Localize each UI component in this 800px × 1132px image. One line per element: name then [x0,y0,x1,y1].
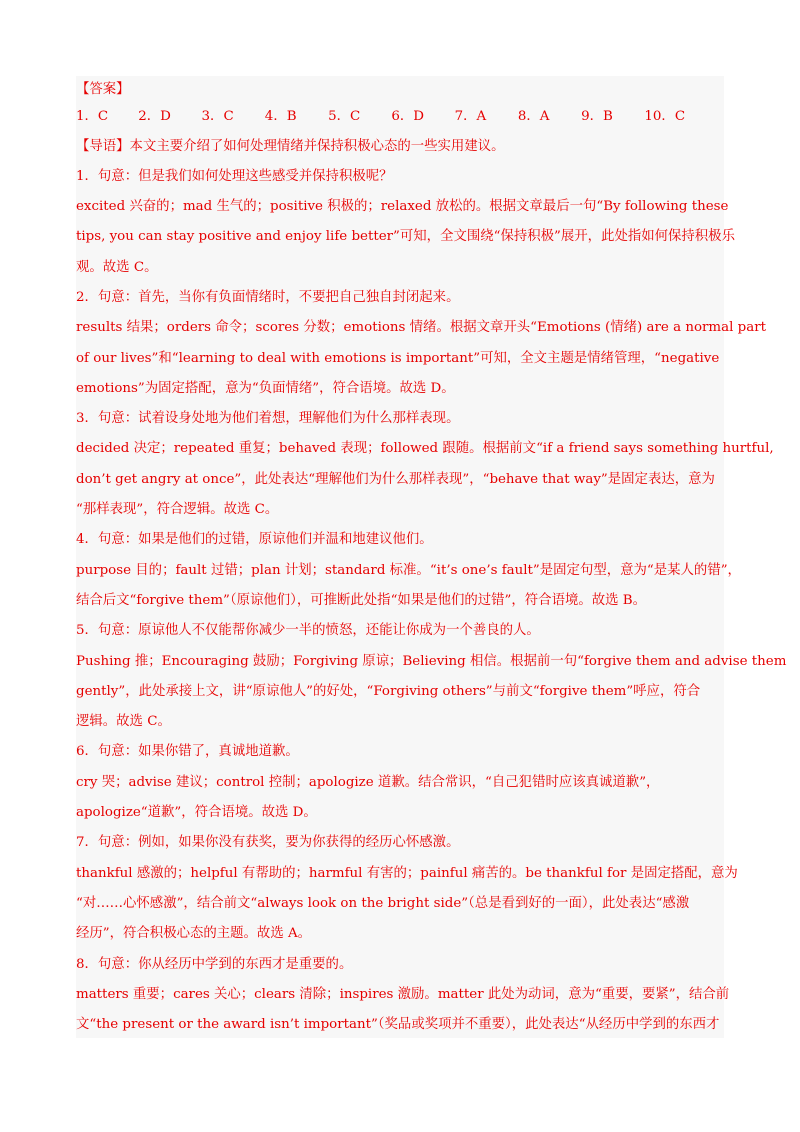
explanation-line: “那样表现”，符合逻辑。故选 C。 [76,502,279,517]
question-sentence: 4．句意：如果是他们的过错，原谅他们并温和地建议他们。 [76,532,433,547]
explanation-line: gently”，此处承接上文，讲“原谅他人”的好处，“Forgiving others”与前文“forgive them”呼应，符合 [76,684,701,699]
explanation-line: don’t get angry at once”，此处表达“理解他们为什么那样表现”，“behave that way”是固定表达，意为 [76,472,715,487]
explanation-line: purpose 目的；fault 过错；plan 计划；standard 标准。“it’s one’s fault”是固定句型，意为“是某人的错”， [76,563,741,578]
explanation-line: matters 重要；cares 关心；clears 清除；inspires 激励。matter 此处为动词，意为“重要，要紧”，结合前 [76,987,730,1002]
answer-item: 2．D [138,109,171,124]
answer-header: 【答案】 [76,82,130,97]
answer-list [76,107,736,127]
question-sentence: 5．句意：原谅他人不仅能帮你减少一半的愤怒，还能让你成为一个善良的人。 [76,623,540,638]
question-sentence: 7．句意：例如，如果你没有获奖，要为你获得的经历心怀感激。 [76,835,460,850]
intro-text: 【导语】本文主要介绍了如何处理情绪并保持积极心态的一些实用建议。 [76,139,505,154]
explanation-line: of our lives”和“learning to deal with emotions is important”可知，全文主题是情绪管理，“negative [76,351,720,366]
explanation-line: emotions”为固定搭配，意为“负面情绪”，符合语境。故选 D。 [76,381,455,396]
question-sentence: 1．句意：但是我们如何处理这些感受并保持积极呢？ [76,169,393,184]
answer-item: 1．C [76,109,109,124]
explanation-line: 结合后文“forgive them”（原谅他们），可推断此处指“如果是他们的过错”，符合语境。故选 B。 [76,593,647,608]
explanation-line: results 结果；orders 命令；scores 分数；emotions 情绪。根据文章开头“Emotions (情绪) are a normal part [76,320,766,335]
explanation-line: apologize“道歉”，符合语境。故选 D。 [76,805,317,820]
question-sentence: 6．句意：如果你错了，真诚地道歉。 [76,744,299,759]
answer-item: 3．C [201,109,234,124]
answer-item: 9．B [581,109,613,124]
question-sentence: 2．句意：首先，当你有负面情绪时，不要把自己独自封闭起来。 [76,290,460,305]
explanation-line: 文“the present or the award isn’t important”（奖品或奖项并不重要），此处表达“从经历中学到的东西才 [76,1017,720,1032]
explanation-line: 经历”，符合积极心态的主题。故选 A。 [76,926,312,941]
answer-item: 6．D [391,109,424,124]
explanation-line: tips, you can stay positive and enjoy life better”可知，全文围绕“保持积极”展开，此处指如何保持积极乐 [76,229,735,244]
answer-item: 4．B [264,109,297,124]
answer-item: 10．C [644,109,686,124]
answer-item: 8．A [517,109,550,124]
explanation-line: excited 兴奋的；mad 生气的；positive 积极的；relaxed 放松的。根据文章最后一句“By following these [76,199,729,214]
question-sentence: 8．句意：你从经历中学到的东西才是重要的。 [76,957,353,972]
explanation-line: “对……心怀感激”，结合前文“always look on the bright side”（总是看到好的一面），此处表达“感激 [76,896,690,911]
answer-item: 5．C [328,109,361,124]
explanation-line: thankful 感激的；helpful 有帮助的；harmful 有害的；painful 痛苦的。be thankful for 是固定搭配，意为 [76,866,738,881]
answer-item: 7．A [454,109,487,124]
explanation-line: Pushing 推；Encouraging 鼓励；Forgiving 原谅；Believing 相信。根据前一句“forgive them and advise them [76,654,787,669]
explanation-line: 观。故选 C。 [76,260,158,275]
explanation-line: 逻辑。故选 C。 [76,714,171,729]
explanation-line: cry 哭；advise 建议；control 控制；apologize 道歉。结合常识，“自己犯错时应该真诚道歉”， [76,775,660,790]
question-sentence: 3．句意：试着设身处地为他们着想，理解他们为什么那样表现。 [76,411,460,426]
explanation-line: decided 决定；repeated 重复；behaved 表现；followed 跟随。根据前文“if a friend says something hurtful, [76,441,774,456]
